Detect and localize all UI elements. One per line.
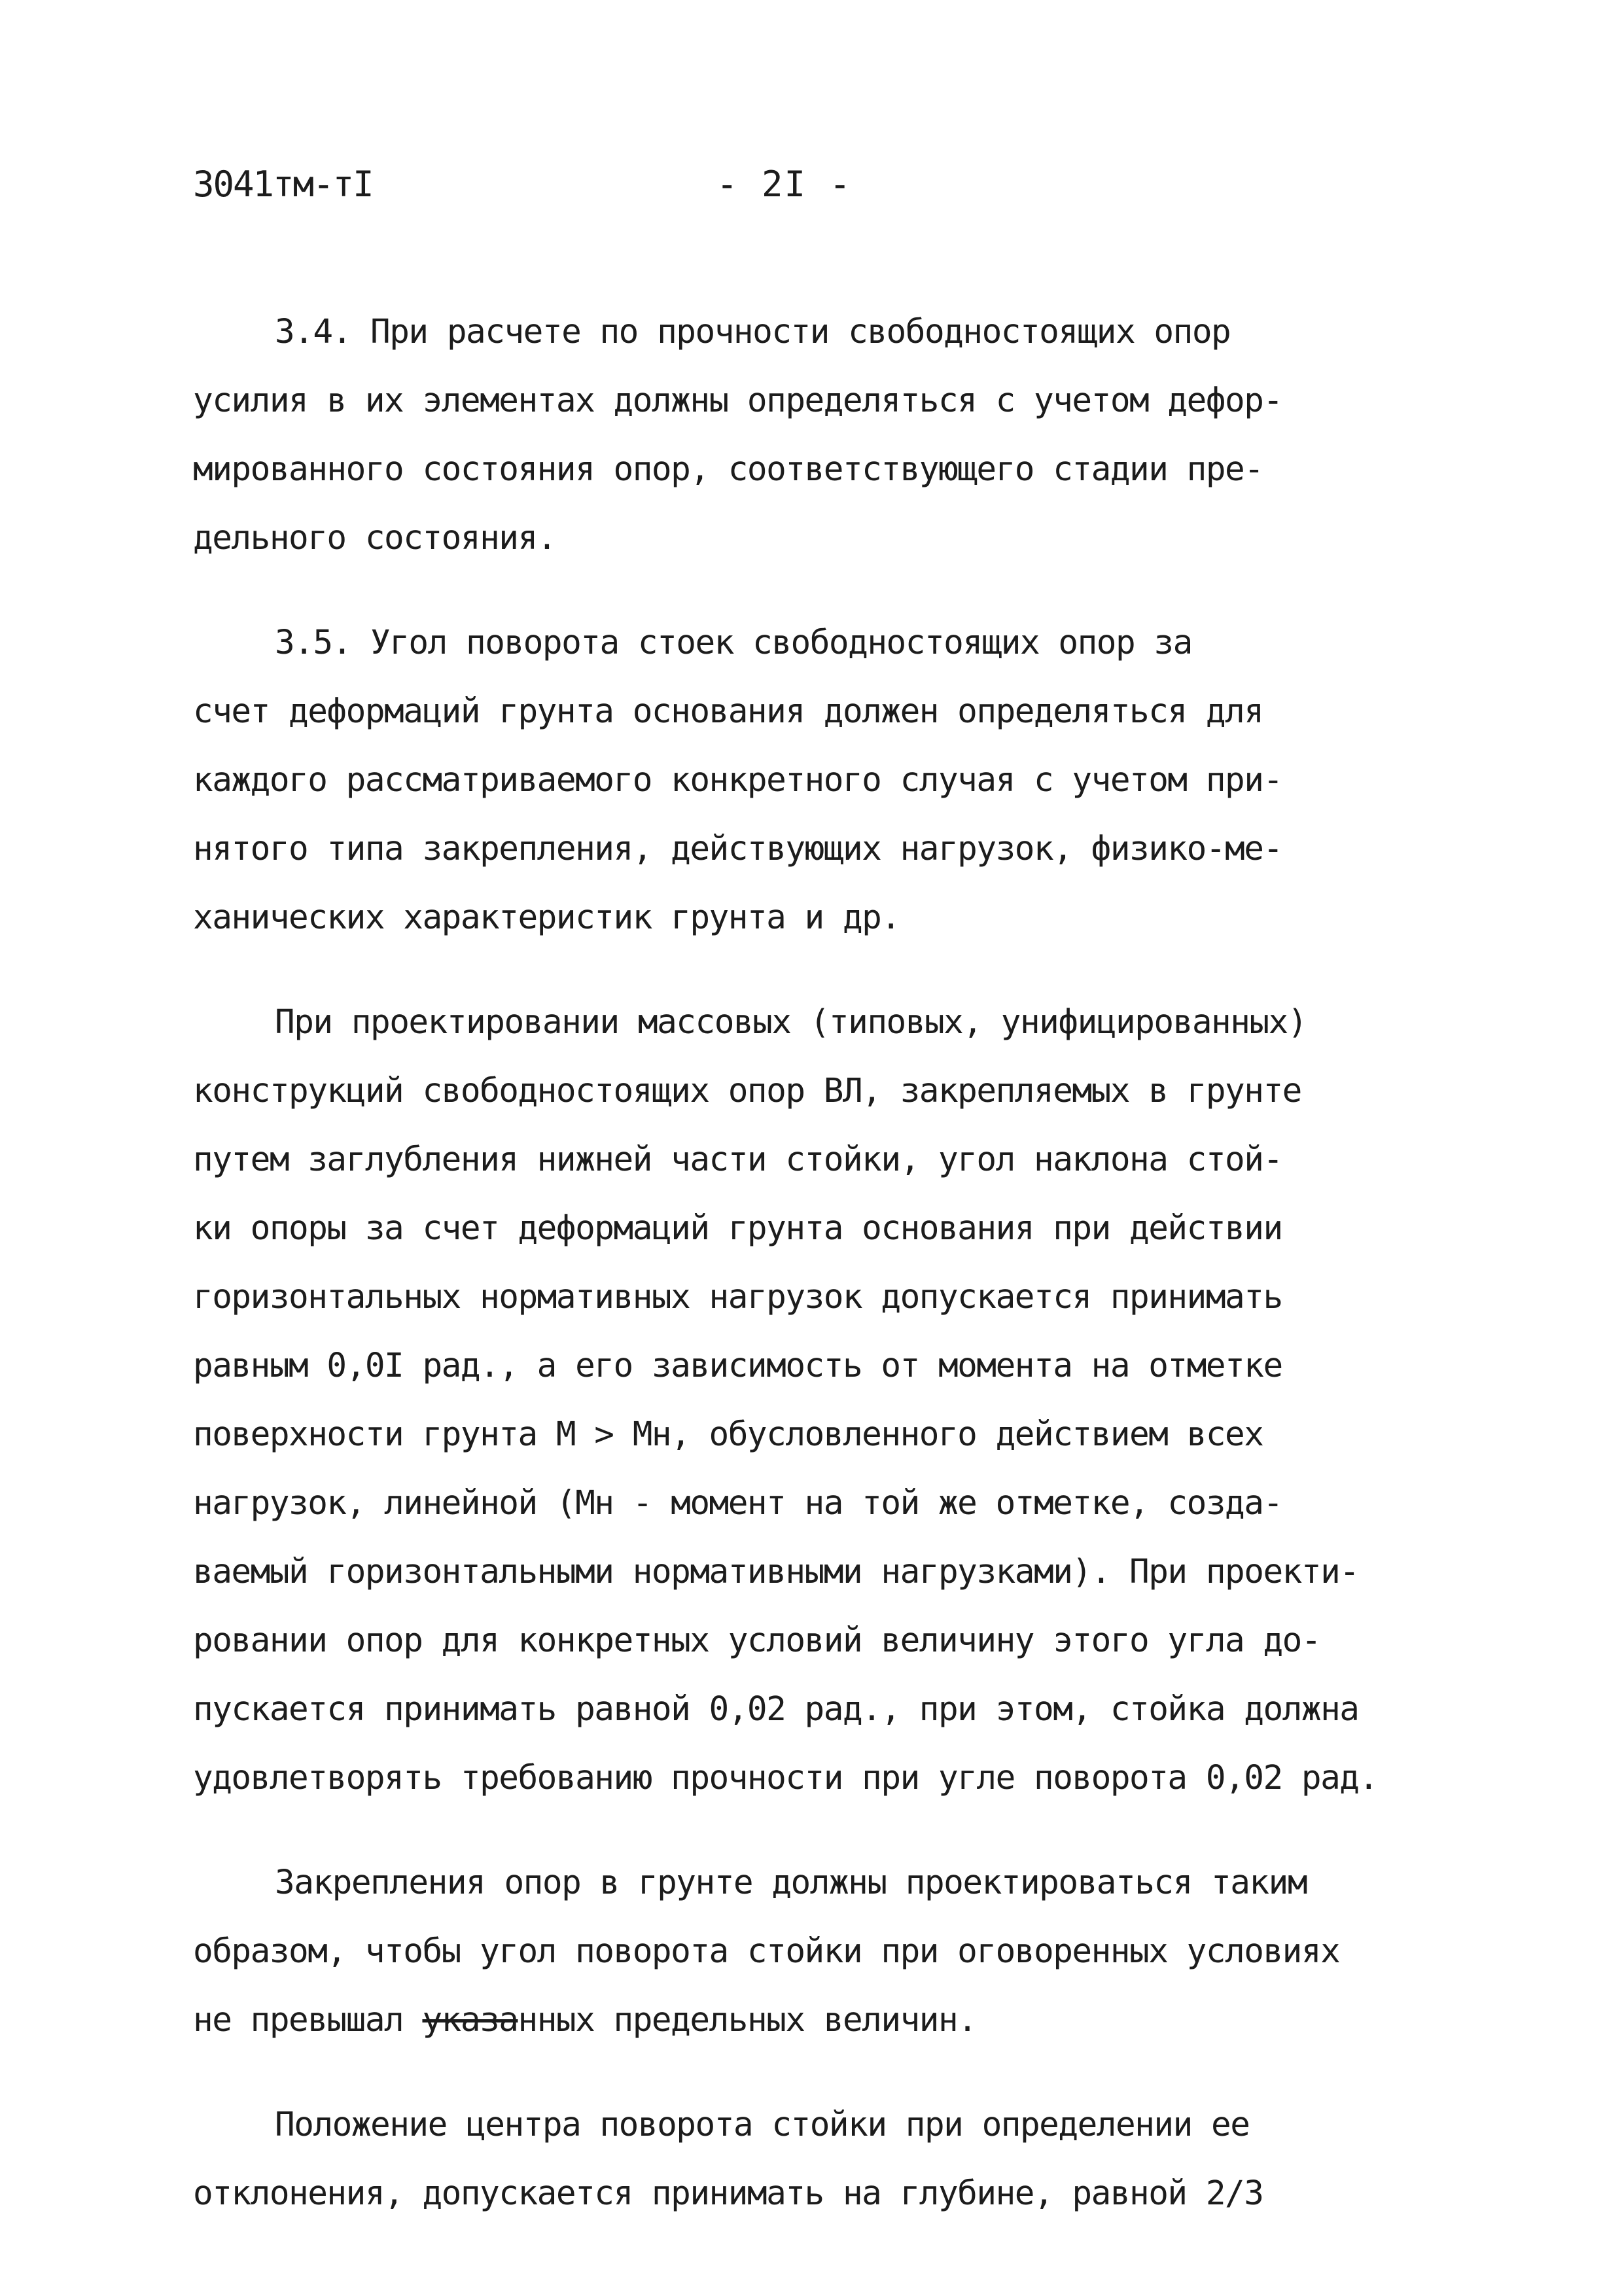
paragraph-3-4 — [193, 298, 1475, 573]
paragraph-spacer — [193, 573, 1475, 609]
paragraph-rotation-center — [193, 2091, 1475, 2228]
text-line: конструкций свободностоящих опор ВЛ, закрепляемых в грунте — [193, 1072, 1301, 1110]
paragraph-anchoring — [193, 1848, 1475, 2055]
text-line: усилия в их элементах должны определяться с учетом дефор- — [193, 381, 1282, 420]
text-line: образом, чтобы угол поворота стойки при оговоренных условиях — [193, 1932, 1340, 1971]
text-segment: не превышал — [193, 2001, 423, 2040]
page-number: - 2I - — [716, 164, 853, 205]
document-code: 3041тм-тI — [193, 164, 373, 205]
paragraph-spacer — [193, 1812, 1475, 1848]
text-line: мированного состояния опор, соответствующего стадии пре- — [193, 450, 1263, 489]
text-line: 3.5. Угол поворота стоек свободностоящих опор за — [275, 624, 1192, 662]
text-line: дельного состояния. — [193, 519, 556, 557]
text-line: отклонения, допускается принимать на глубине, равной 2/3 — [193, 2174, 1263, 2213]
paragraph-mass-design — [193, 988, 1475, 1812]
text-line: Положение центра поворота стойки при определении ее — [275, 2106, 1250, 2144]
page-header — [193, 158, 1436, 211]
text-line: При проектировании массовых (типовых, унифицированных) — [275, 1003, 1307, 1042]
text-line — [193, 1986, 1475, 2055]
paragraph-spacer — [193, 952, 1475, 988]
text-line: каждого рассматриваемого конкретного случая с учетом при- — [193, 761, 1282, 800]
text-line: счет деформаций грунта основания должен определяться для — [193, 692, 1263, 731]
text-line: ваемый горизонтальными нормативными нагрузками). При проекти- — [193, 1553, 1359, 1591]
text-line: ки опоры за счет деформаций грунта основания при действии — [193, 1209, 1282, 1248]
struck-text: указа — [422, 2001, 518, 2040]
text-line: пускается принимать равной 0,02 рад., при этом, стойка должна — [193, 1690, 1359, 1729]
text-line: путем заглубления нижней части стойки, угол наклона стой- — [193, 1140, 1282, 1179]
text-line: ханических характеристик грунта и др. — [193, 898, 900, 937]
text-line: Закрепления опор в грунте должны проектироваться таким — [275, 1863, 1307, 1902]
text-segment: нных предельных величин. — [518, 2001, 977, 2040]
body-text — [193, 298, 1475, 2228]
text-line: горизонтальных нормативных нагрузок допускается принимать — [193, 1278, 1282, 1316]
text-line: удовлетворять требованию прочности при угле поворота 0,02 рад. — [193, 1759, 1378, 1797]
text-line: ровании опор для конкретных условий величину этого угла до- — [193, 1621, 1321, 1660]
paragraph-spacer — [193, 2055, 1475, 2091]
text-line: нятого типа закрепления, действующих нагрузок, физико-ме- — [193, 830, 1282, 868]
text-line: поверхности грунта М > Мн, обусловленного действием всех — [193, 1415, 1263, 1454]
text-line: нагрузок, линейной (Мн - момент на той же отметке, созда- — [193, 1484, 1282, 1523]
paragraph-3-5 — [193, 609, 1475, 952]
text-line: равным 0,0I рад., а его зависимость от момента на отметке — [193, 1347, 1282, 1385]
text-line: 3.4. При расчете по прочности свободностоящих опор — [275, 313, 1231, 351]
